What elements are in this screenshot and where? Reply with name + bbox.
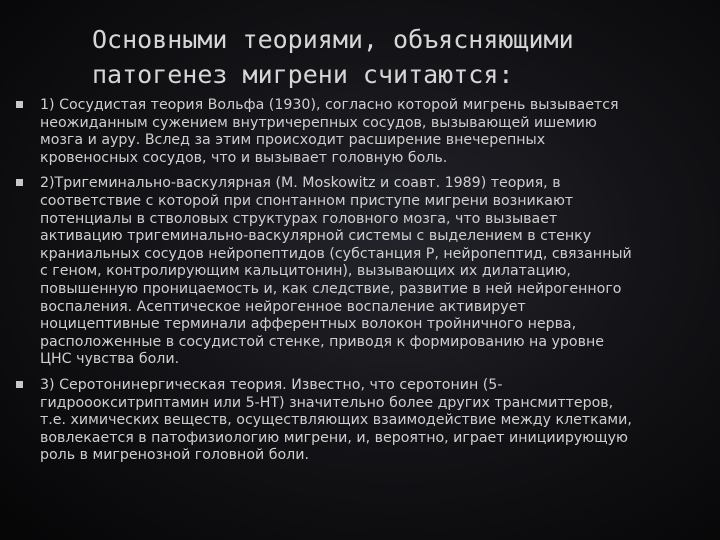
list-item xyxy=(14,97,639,167)
list-item xyxy=(14,377,639,465)
square-bullet-icon xyxy=(16,179,23,186)
bullet-list xyxy=(14,97,639,473)
square-bullet-icon xyxy=(16,101,23,108)
list-item-text: 2)Тригеминально-васкулярная (M. Moskowitz и соавт. 1989) теория, в соответствие с которой при спонтанном приступе мигрени возникают потенциалы в стволовых структурах головного мозга, что вызывает активацию тригеминально-васкулярной системы с выделением в стенку краниальных сосудов нейропептидов (субстанция Р, нейропептид, связанный с геном, контролирующим кальцитонин), вызывающих их дилатацию, повышенную проницаемость и, как следствие, развитие в ней нейрогенного воспаления. Асептическое нейрогенное воспаление активирует ноцицептивные терминали афферентных волокон тройничного нерва, расположенные в сосудистой стенке, приводя к формированию на уровне ЦНС чувства боли. xyxy=(40,175,632,368)
list-item-text: 3) Серотонинергическая теория. Известно, что серотонин (5-гидрооокситриптамин или 5-НТ) значительно более других трансмиттеров, т.е. химических веществ, осуществляющих взаимодействие между клетками, вовлекается в патофизиологию мигрени, и, вероятно, играет инициирующую роль в мигренозной головной боли. xyxy=(40,376,632,464)
slide-title: Основными теориями, объясняющими патогенез мигрени считаются: xyxy=(92,25,574,89)
list-item xyxy=(14,175,639,369)
list-item-text: 1) Сосудистая теория Вольфа (1930), согласно которой мигрень вызывается неожиданным сужением внутричерепных сосудов, вызывающей ишемию мозга и ауру. Вслед за этим происходит расширение внечерепных кровеносных сосудов, что и вызывает головную боль. xyxy=(40,97,619,166)
square-bullet-icon xyxy=(16,381,23,388)
